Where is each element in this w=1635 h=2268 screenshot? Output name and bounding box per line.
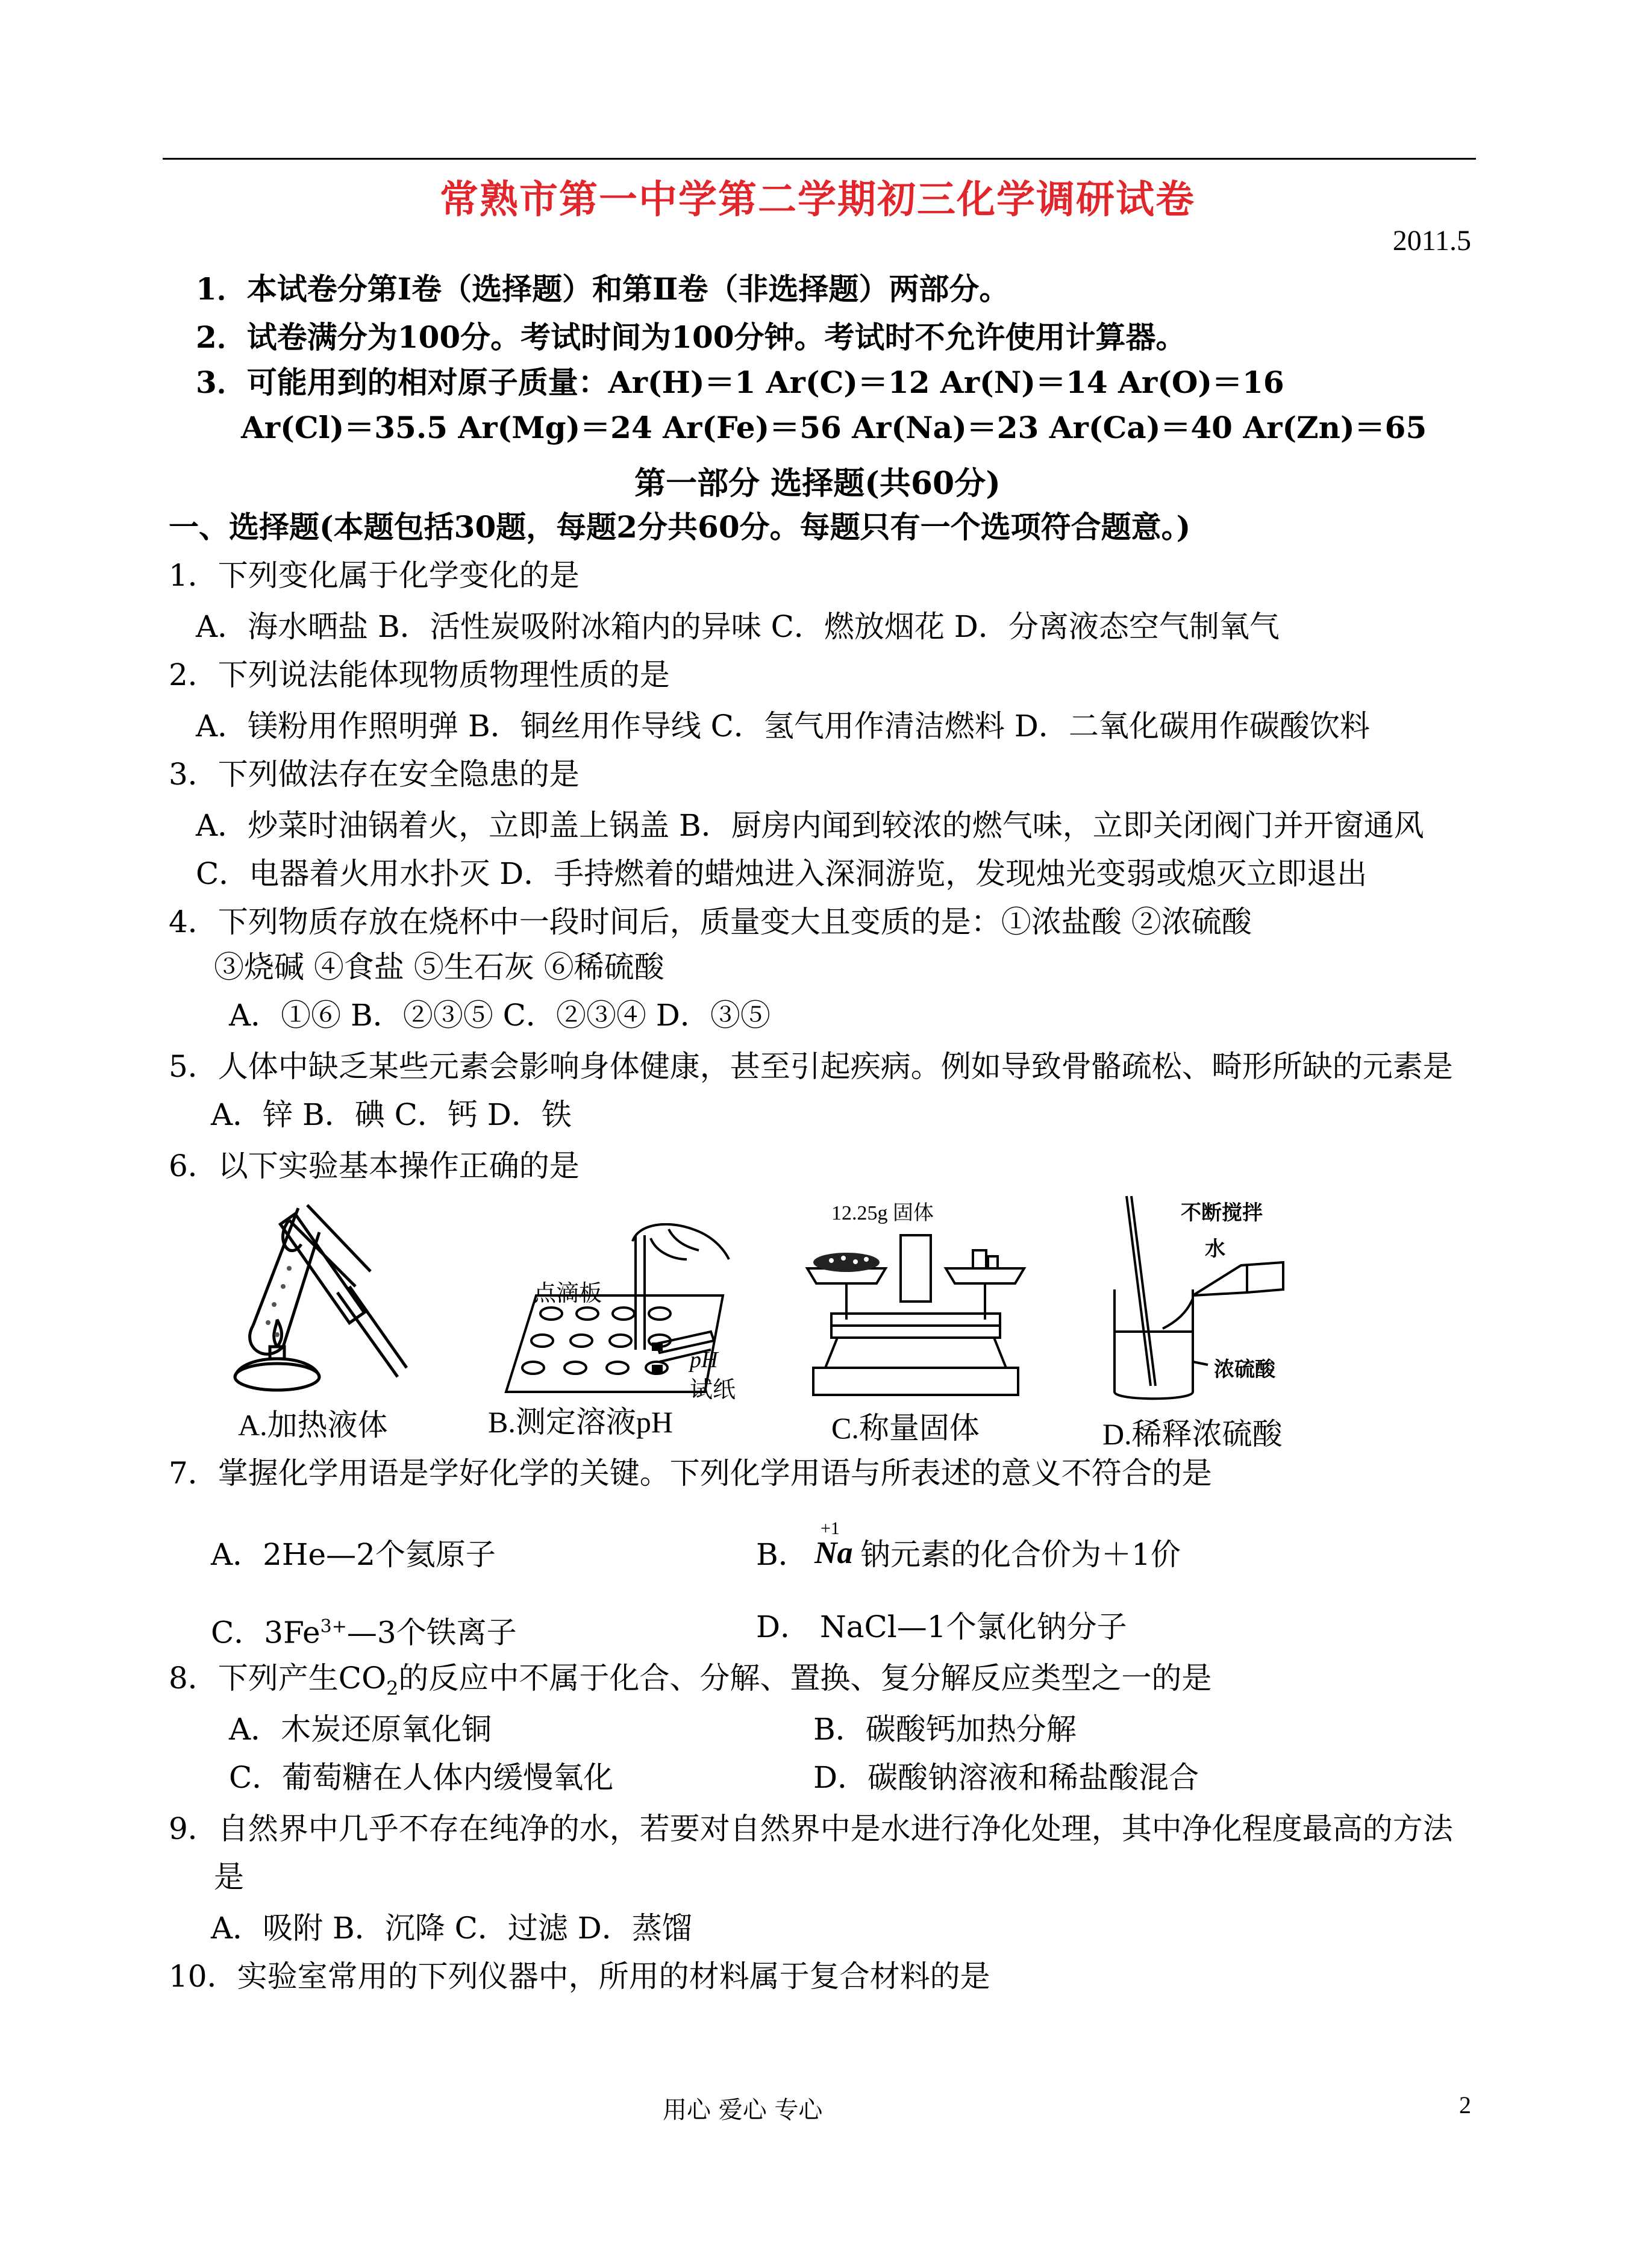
q4-stem-2: ③烧碱 ④食盐 ⑤生石灰 ⑥稀硫酸 [214,950,664,985]
note-2: 2．试卷满分为100分。考试时间为100分钟。考试时不允许使用计算器。 [196,319,1186,355]
q8-option-a: A．木炭还原氧化铜 [229,1712,492,1747]
q6-stem: 6．以下实验基本操作正确的是 [169,1148,580,1183]
q1-stem: 1．下列变化属于化学变化的是 [169,558,580,593]
q8-stem: 8．下列产生$CO_2$的反应中不属于化合、分解、置换、复分解反应类型之一的是 [169,1661,1212,1700]
label-water: 水 [1205,1238,1225,1261]
caption-d: D.稀释浓硫酸 [1102,1417,1283,1451]
note-4: Ar(Cl)＝35.5 Ar(Mg)＝24 Ar(Fe)＝56 Ar(Na)＝23 Ar(Ca)＝40 Ar(Zn)＝65 [241,410,1427,445]
q7-option-b-text: 钠元素的化合价为＋1价 [860,1537,1181,1572]
q8-option-c: C．葡萄糖在人体内缓慢氧化 [229,1760,614,1795]
label-stir: 不断搅拌 [1181,1202,1263,1224]
header-rule [163,158,1476,160]
q10-stem: 10．实验室常用的下列仪器中，所用的材料属于复合材料的是 [169,1959,990,1994]
q9-stem-2: 是 [214,1859,244,1894]
q4-options: A．①⑥ B．②③⑤ C．②③④ D．③⑤ [229,998,771,1033]
label-solid: 12.25g 固体 [831,1202,934,1224]
note-1: 1．本试卷分第Ⅰ卷（选择题）和第Ⅱ卷（非选择题）两部分。 [196,271,1010,307]
page-title: 常熟市第一中学第二学期初三化学调研试卷 [440,177,1195,222]
footer-motto: 用心 爱心 专心 [663,2096,823,2124]
caption-b: B.测定溶液pH [488,1405,673,1439]
label-acid: 浓硫酸 [1214,1359,1275,1381]
q3-stem: 3．下列做法存在安全隐患的是 [169,757,580,792]
q7-option-b-prefix: B． [756,1537,808,1572]
q1-options: A．海水晒盐 B．活性炭吸附冰箱内的异味 C．燃放烟花 D．分离液态空气制氧气 [196,609,1280,644]
figure-balance [795,1223,1036,1404]
q7-valence-mark: +1 [821,1518,840,1538]
exam-date: 2011.5 [1392,225,1471,257]
q2-stem: 2．下列说法能体现物质物理性质的是 [169,657,670,692]
label-ph: pH [690,1347,718,1373]
figure-heating-liquid [217,1196,422,1401]
q8-option-d: D．碳酸钠溶液和稀盐酸混合 [813,1760,1199,1795]
section-title: 第一部分 选择题(共60分) [634,465,1001,502]
caption-a: A.加热液体 [238,1408,388,1442]
q3-options-2: C．电器着火用水扑灭 D．手持燃着的蜡烛进入深洞游览，发现烛光变弱或熄灭立即退出 [196,856,1368,891]
q9-stem: 9．自然界中几乎不存在纯净的水，若要对自然界中是水进行净化处理，其中净化程度最高的方法 [169,1811,1453,1846]
q7-option-c: C．$3Fe^{3+}—3$个铁离子 [211,1615,517,1650]
q7-na-symbol: Na [814,1536,853,1570]
q9-options: A．吸附 B．沉降 C．过滤 D．蒸馏 [211,1911,692,1946]
q2-options: A．镁粉用作照明弹 B．铜丝用作导线 C．氢气用作清洁燃料 D．二氧化碳用作碳酸饮料 [196,709,1370,744]
q7-option-a: A．2He—2个氦原子 [211,1537,496,1572]
q4-stem: 4．下列物质存放在烧杯中一段时间后，质量变大且变质的是：①浓盐酸 ②浓硫酸 [169,904,1252,939]
note-3: 3．可能用到的相对原子质量：Ar(H)＝1 Ar(C)＝12 Ar(N)＝14 Ar(O)＝16 [196,365,1284,400]
part-heading: 一、选择题(本题包括30题，每题2分共60分。每题只有一个选项符合题意。) [169,509,1191,545]
q3-options-1: A．炒菜时油锅着火，立即盖上锅盖 B．厨房内闻到较浓的燃气味，立即关闭阀门并开窗通风 [196,808,1424,843]
label-ph-paper: 试纸 [690,1377,736,1403]
label-drip-plate: 点滴板 [533,1281,602,1306]
q7-stem: 7．掌握化学用语是学好化学的关键。下列化学用语与所表述的意义不符合的是 [169,1456,1212,1491]
caption-c: C.称量固体 [831,1411,980,1445]
page-number: 2 [1459,2091,1471,2119]
q5-options: A．锌 B．碘 C．钙 D．铁 [211,1097,572,1132]
q8-option-b: B．碳酸钙加热分解 [813,1712,1077,1747]
q7-option-d: D． NaCl—1个氯化钠分子 [756,1609,1127,1644]
q5-stem: 5．人体中缺乏某些元素会影响身体健康，甚至引起疾病。例如导致骨骼疏松、畸形所缺的元素是 [169,1049,1453,1084]
